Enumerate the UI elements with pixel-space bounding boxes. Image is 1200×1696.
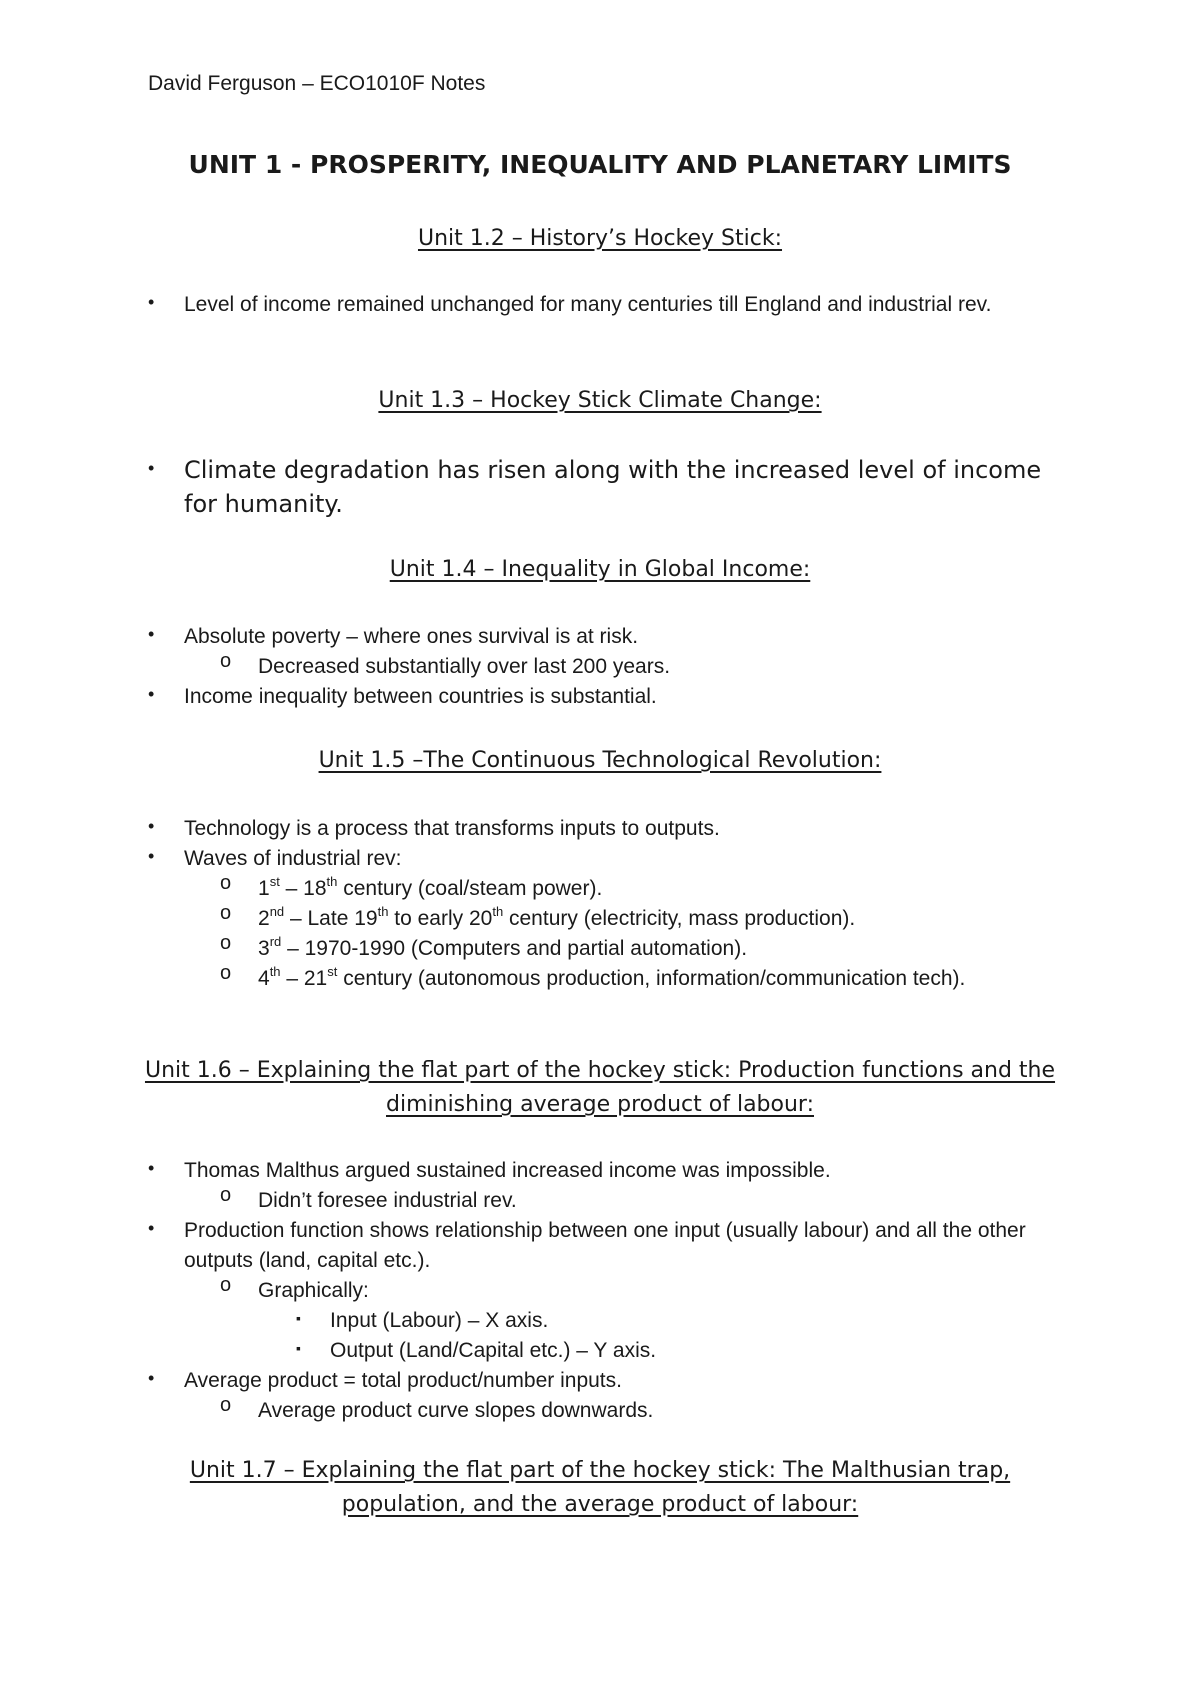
list-item: Thomas Malthus argued sustained increased income was impossible. (184, 1159, 831, 1182)
page-header: David Ferguson – ECO1010F Notes (148, 72, 486, 95)
circle-bullet-icon: o (220, 872, 232, 894)
square-bullet-icon: ▪ (296, 1310, 301, 1326)
unit-1-5-heading: Unit 1.5 –The Continuous Technological Revolution: (318, 748, 882, 773)
bullet-icon: • (148, 624, 155, 644)
wave-item-2: 2nd – Late 19th to early 20th century (electricity, mass production). (258, 904, 856, 930)
circle-bullet-icon: o (220, 932, 232, 954)
list-item: Waves of industrial rev: (184, 847, 402, 870)
circle-bullet-icon: o (220, 1274, 232, 1296)
bullet-icon: • (148, 846, 155, 866)
unit-1-6-heading: Unit 1.6 – Explaining the flat part of the hockey stick: Production functions and the diminishing average product of labour: (144, 1058, 1056, 1117)
unit-1-2-heading: Unit 1.2 – History’s Hockey Stick: (417, 226, 783, 251)
list-item: Level of income remained unchanged for many centuries till England and industrial rev. (184, 293, 992, 316)
circle-bullet-icon: o (220, 650, 232, 672)
circle-bullet-icon: o (220, 1184, 232, 1206)
bullet-icon: • (148, 1218, 155, 1238)
bullet-icon: • (148, 684, 155, 704)
list-item: Climate degradation has risen along with the increased level of income for humanity. (184, 456, 1042, 518)
bullet-icon: • (148, 292, 155, 312)
list-item: Production function shows relationship between one input (usually labour) and all the other outputs (land, capital etc.). (184, 1219, 1026, 1272)
list-item: Technology is a process that transforms inputs to outputs. (184, 817, 720, 840)
wave-item-4: 4th – 21st century (autonomous production, information/communication tech). (258, 964, 966, 990)
circle-bullet-icon: o (220, 1394, 232, 1416)
list-item: Decreased substantially over last 200 years. (258, 655, 671, 678)
document-title: UNIT 1 - PROSPERITY, INEQUALITY AND PLANETARY LIMITS (188, 150, 1012, 179)
wave-item-1: 1st – 18th century (coal/steam power). (258, 874, 603, 900)
list-item: Didn’t foresee industrial rev. (258, 1189, 517, 1212)
square-bullet-icon: ▪ (296, 1340, 301, 1356)
wave-item-3: 3rd – 1970-1990 (Computers and partial automation). (258, 934, 748, 960)
list-item: Absolute poverty – where ones survival is at risk. (184, 625, 639, 648)
list-item: Output (Land/Capital etc.) – Y axis. (330, 1339, 657, 1362)
bullet-icon: • (148, 1158, 155, 1178)
circle-bullet-icon: o (220, 902, 232, 924)
unit-1-3-heading: Unit 1.3 – Hockey Stick Climate Change: (378, 388, 822, 413)
bullet-icon: • (148, 1368, 155, 1388)
list-item: Income inequality between countries is substantial. (184, 685, 657, 708)
bullet-icon: • (148, 458, 155, 478)
list-item: Input (Labour) – X axis. (330, 1309, 549, 1332)
list-item: Average product = total product/number inputs. (184, 1369, 622, 1392)
circle-bullet-icon: o (220, 962, 232, 984)
list-item: Average product curve slopes downwards. (258, 1399, 654, 1422)
list-item: Graphically: (258, 1279, 369, 1302)
bullet-icon: • (148, 816, 155, 836)
unit-1-7-heading: Unit 1.7 – Explaining the flat part of the hockey stick: The Malthusian trap, population, and the average product of labour: (189, 1458, 1011, 1517)
unit-1-4-heading: Unit 1.4 – Inequality in Global Income: (389, 557, 811, 582)
